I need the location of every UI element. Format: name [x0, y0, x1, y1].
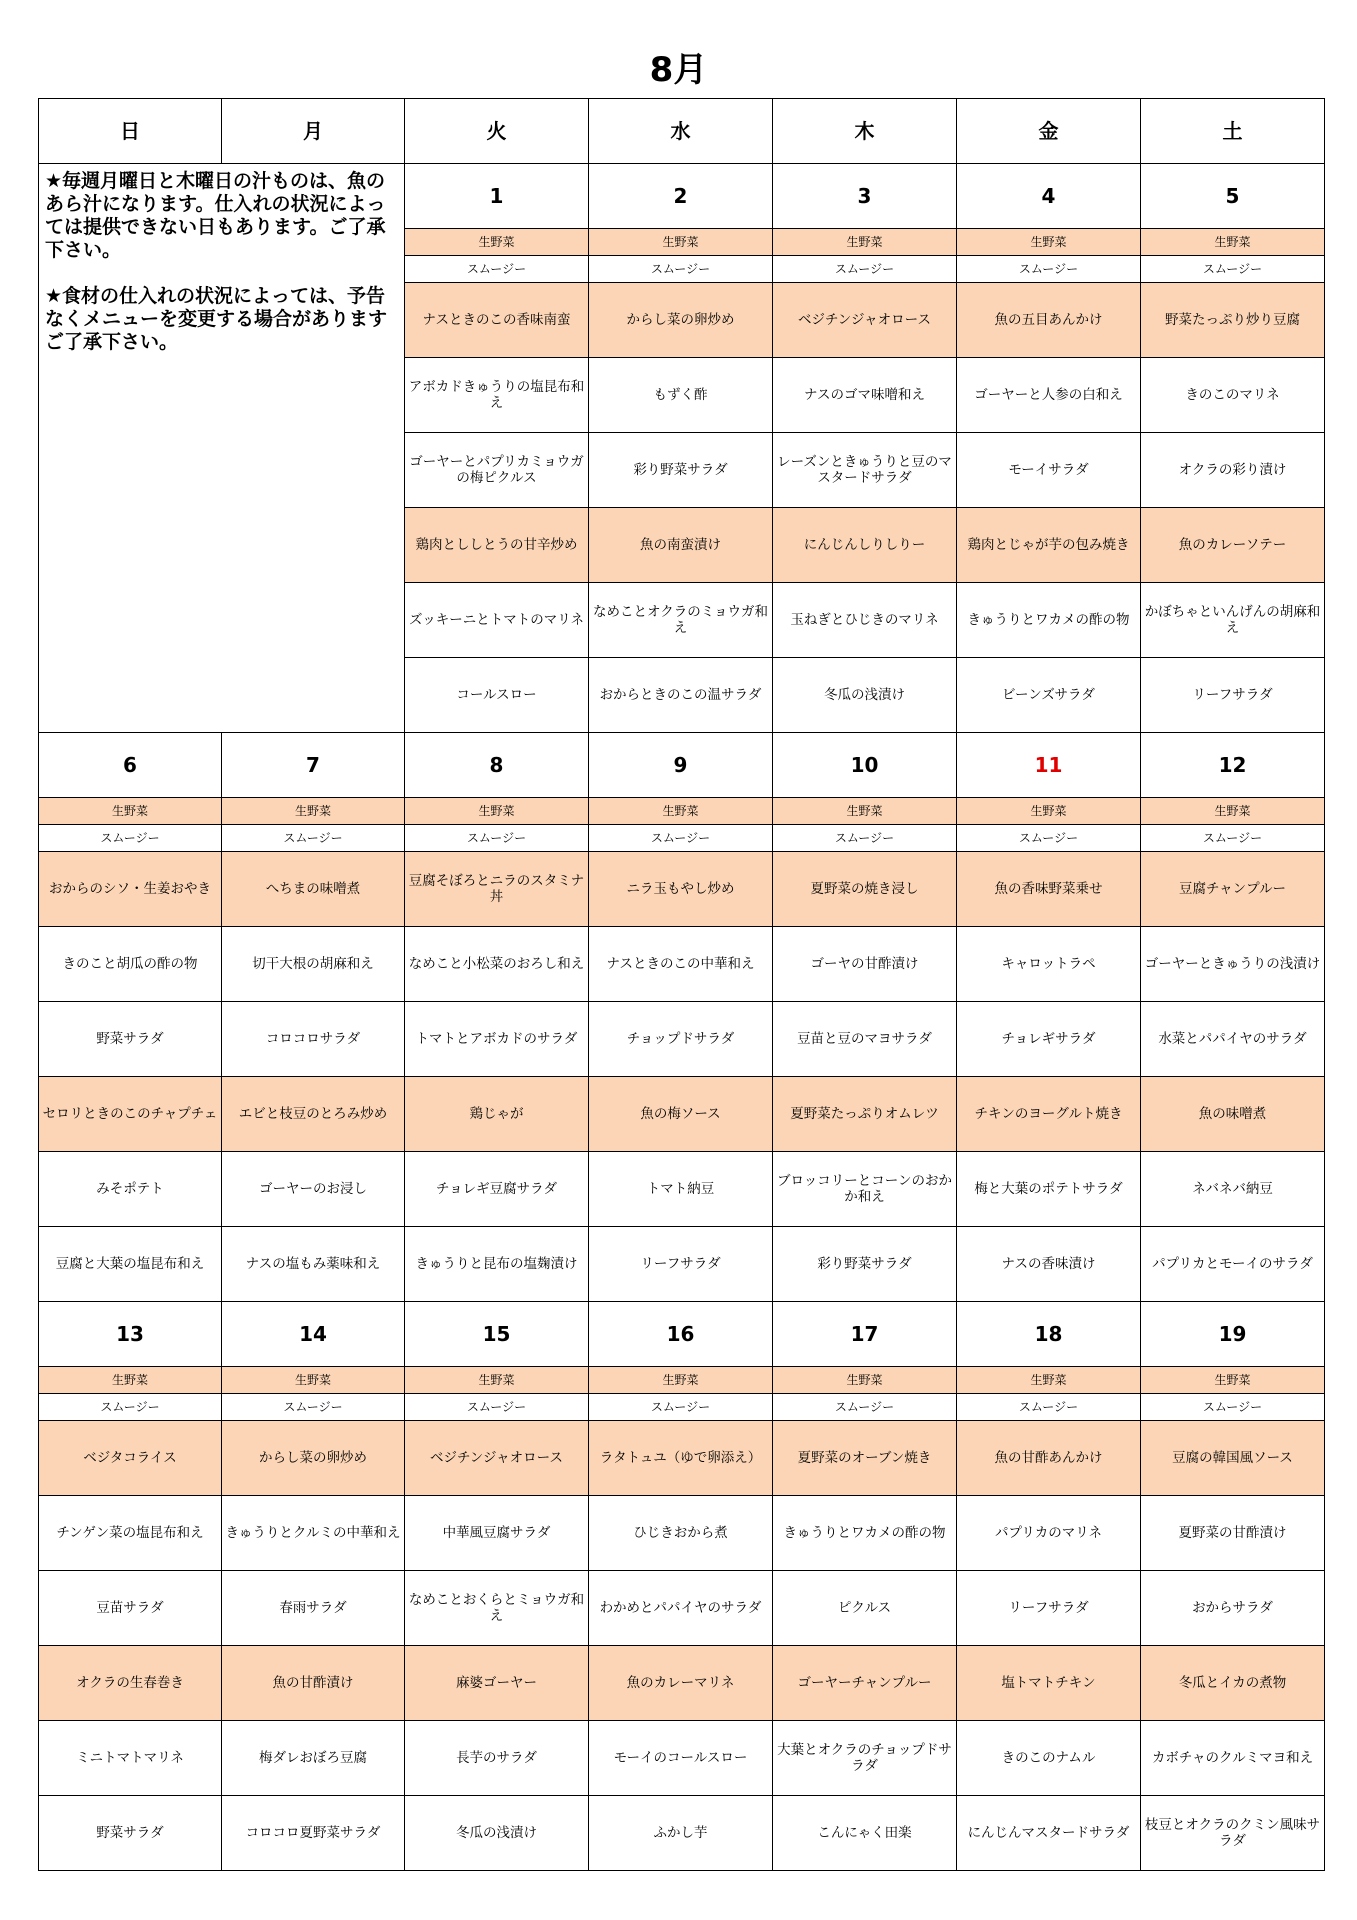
dinner-side-dish: リーフサラダ: [589, 1227, 773, 1302]
dinner-side-dish: モーイのコールスロー: [589, 1721, 773, 1796]
raw-vegetable-cell: 生野菜: [957, 1367, 1141, 1394]
day-number: 18: [957, 1302, 1141, 1367]
smoothie-cell: スムージー: [773, 256, 957, 283]
dinner-side-dish: 冬瓜の浅漬け: [773, 658, 957, 733]
lunch-side-dish: なめこと小松菜のおろし和え: [405, 927, 589, 1002]
lunch-side-dish: 彩り野菜サラダ: [589, 433, 773, 508]
dinner-side-dish: おからときのこの温サラダ: [589, 658, 773, 733]
lunch-side-dish: 切干大根の胡麻和え: [222, 927, 405, 1002]
week-3-veg-row: [39, 1367, 1325, 1394]
smoothie-cell: スムージー: [39, 1394, 222, 1421]
week-2-main-row: [39, 852, 1325, 927]
lunch-main-dish: ベジチンジャオロース: [405, 1421, 589, 1496]
day-number: 2: [589, 164, 773, 229]
lunch-main-dish: 魚の甘酢あんかけ: [957, 1421, 1141, 1496]
lunch-side-dish: コロコロサラダ: [222, 1002, 405, 1077]
lunch-main-dish: からし菜の卵炒め: [589, 283, 773, 358]
raw-vegetable-cell: 生野菜: [957, 229, 1141, 256]
lunch-main-dish: 夏野菜の焼き浸し: [773, 852, 957, 927]
smoothie-cell: スムージー: [1141, 256, 1325, 283]
lunch-side-dish: チョレギサラダ: [957, 1002, 1141, 1077]
dinner-side-dish: リーフサラダ: [1141, 658, 1325, 733]
lunch-main-dish: おからのシソ・生姜おやき: [39, 852, 222, 927]
dinner-main-dish: 魚のカレーソテー: [1141, 508, 1325, 583]
raw-vegetable-cell: 生野菜: [589, 1367, 773, 1394]
lunch-side-dish: なめことおくらとミョウガ和え: [405, 1571, 589, 1646]
smoothie-cell: スムージー: [405, 256, 589, 283]
dinner-side-dish: 玉ねぎとひじきのマリネ: [773, 583, 957, 658]
lunch-main-dish: へちまの味噌煮: [222, 852, 405, 927]
dinner-main-dish: エビと枝豆のとろみ炒め: [222, 1077, 405, 1152]
week-2-side-row: [39, 927, 1325, 1002]
smoothie-cell: スムージー: [773, 825, 957, 852]
dinner-main-dish: 鶏肉とししとうの甘辛炒め: [405, 508, 589, 583]
week-3-side-row: [39, 1571, 1325, 1646]
dinner-main-dish: 夏野菜たっぷりオムレツ: [773, 1077, 957, 1152]
note-text: ★毎週月曜日と木曜日の汁ものは、魚のあら汁になります。仕入れの状況によっては提供できない日もあります。ご了承下さい。: [45, 170, 386, 261]
dinner-side-dish: パプリカとモーイのサラダ: [1141, 1227, 1325, 1302]
lunch-side-dish: 野菜サラダ: [39, 1002, 222, 1077]
lunch-side-dish: ゴーヤーときゅうりの浅漬け: [1141, 927, 1325, 1002]
notes-box: [39, 164, 405, 733]
raw-vegetable-cell: 生野菜: [222, 798, 405, 825]
dinner-side-dish: 野菜サラダ: [39, 1796, 222, 1871]
day-number: 5: [1141, 164, 1325, 229]
lunch-side-dish: ゴーヤーとパプリカミョウガの梅ピクルス: [405, 433, 589, 508]
lunch-side-dish: 夏野菜の甘酢漬け: [1141, 1496, 1325, 1571]
lunch-side-dish: ゴーヤの甘酢漬け: [773, 927, 957, 1002]
page-title: 8月: [649, 50, 708, 90]
lunch-side-dish: モーイサラダ: [957, 433, 1141, 508]
day-number: 8: [405, 733, 589, 798]
dinner-main-dish: チキンのヨーグルト焼き: [957, 1077, 1141, 1152]
day-number: 9: [589, 733, 773, 798]
week-2-side-row: [39, 1227, 1325, 1302]
weekday-header: 日: [39, 99, 222, 164]
raw-vegetable-cell: 生野菜: [405, 1367, 589, 1394]
dinner-side-dish: 彩り野菜サラダ: [773, 1227, 957, 1302]
dinner-side-dish: ナスの香味漬け: [957, 1227, 1141, 1302]
raw-vegetable-cell: 生野菜: [1141, 798, 1325, 825]
dinner-main-dish: 魚の甘酢漬け: [222, 1646, 405, 1721]
lunch-side-dish: キャロットラペ: [957, 927, 1141, 1002]
lunch-side-dish: オクラの彩り漬け: [1141, 433, 1325, 508]
dinner-side-dish: ミニトマトマリネ: [39, 1721, 222, 1796]
dinner-side-dish: 梅と大葉のポテトサラダ: [957, 1152, 1141, 1227]
lunch-side-dish: チンゲン菜の塩昆布和え: [39, 1496, 222, 1571]
smoothie-cell: スムージー: [957, 256, 1141, 283]
lunch-side-dish: ピクルス: [773, 1571, 957, 1646]
week-1-day-row: [39, 164, 1325, 229]
lunch-main-dish: からし菜の卵炒め: [222, 1421, 405, 1496]
lunch-side-dish: 水菜とパパイヤのサラダ: [1141, 1002, 1325, 1077]
dinner-main-dish: 塩トマトチキン: [957, 1646, 1141, 1721]
menu-calendar: [38, 98, 1325, 1871]
dinner-main-dish: 魚の南蛮漬け: [589, 508, 773, 583]
raw-vegetable-cell: 生野菜: [39, 1367, 222, 1394]
weekday-header-row: [39, 99, 1325, 164]
week-2-side-row: [39, 1152, 1325, 1227]
dinner-side-dish: きゅうりと昆布の塩麹漬け: [405, 1227, 589, 1302]
day-number: 6: [39, 733, 222, 798]
lunch-side-dish: パプリカのマリネ: [957, 1496, 1141, 1571]
smoothie-cell: スムージー: [222, 825, 405, 852]
raw-vegetable-cell: 生野菜: [39, 798, 222, 825]
raw-vegetable-cell: 生野菜: [405, 798, 589, 825]
raw-vegetable-cell: 生野菜: [1141, 1367, 1325, 1394]
dinner-side-dish: ブロッコリーとコーンのおかか和え: [773, 1152, 957, 1227]
dinner-main-dish: 鶏肉とじゃが芋の包み焼き: [957, 508, 1141, 583]
smoothie-cell: スムージー: [589, 256, 773, 283]
day-number: 3: [773, 164, 957, 229]
dinner-main-dish: セロリときのこのチャプチェ: [39, 1077, 222, 1152]
dinner-side-dish: ナスの塩もみ薬味和え: [222, 1227, 405, 1302]
raw-vegetable-cell: 生野菜: [405, 229, 589, 256]
dinner-side-dish: ふかし芋: [589, 1796, 773, 1871]
raw-vegetable-cell: 生野菜: [957, 798, 1141, 825]
week-3-side-row: [39, 1721, 1325, 1796]
dinner-side-dish: みそポテト: [39, 1152, 222, 1227]
dinner-side-dish: ゴーヤーのお浸し: [222, 1152, 405, 1227]
dinner-side-dish: にんじんマスタードサラダ: [957, 1796, 1141, 1871]
lunch-side-dish: きのこのマリネ: [1141, 358, 1325, 433]
day-number: 11: [957, 733, 1141, 798]
week-3-side-row: [39, 1796, 1325, 1871]
smoothie-cell: スムージー: [589, 825, 773, 852]
day-number: 1: [405, 164, 589, 229]
day-number: 15: [405, 1302, 589, 1367]
lunch-side-dish: ゴーヤーと人参の白和え: [957, 358, 1141, 433]
note-text: ★食材の仕入れの状況によっては、予告なくメニューを変更する場合がありますご了承下さい。: [45, 285, 388, 353]
lunch-side-dish: 豆苗サラダ: [39, 1571, 222, 1646]
dinner-main-dish: ゴーヤーチャンプルー: [773, 1646, 957, 1721]
day-number: 13: [39, 1302, 222, 1367]
dinner-main-dish: 魚のカレーマリネ: [589, 1646, 773, 1721]
lunch-side-dish: リーフサラダ: [957, 1571, 1141, 1646]
lunch-side-dish: ナスのゴマ味噌和え: [773, 358, 957, 433]
dinner-main-dish: 冬瓜とイカの煮物: [1141, 1646, 1325, 1721]
smoothie-cell: スムージー: [773, 1394, 957, 1421]
day-number: 12: [1141, 733, 1325, 798]
dinner-main-dish: にんじんしりしりー: [773, 508, 957, 583]
dinner-side-dish: きゅうりとワカメの酢の物: [957, 583, 1141, 658]
smoothie-cell: スムージー: [222, 1394, 405, 1421]
dinner-main-dish: 麻婆ゴーヤー: [405, 1646, 589, 1721]
lunch-side-dish: トマトとアボカドのサラダ: [405, 1002, 589, 1077]
raw-vegetable-cell: 生野菜: [773, 1367, 957, 1394]
week-2-day-row: [39, 733, 1325, 798]
dinner-main-dish: 魚の味噌煮: [1141, 1077, 1325, 1152]
lunch-main-dish: 豆腐そぼろとニラのスタミナ丼: [405, 852, 589, 927]
lunch-main-dish: 豆腐チャンプルー: [1141, 852, 1325, 927]
lunch-side-dish: 春雨サラダ: [222, 1571, 405, 1646]
lunch-main-dish: ベジチンジャオロース: [773, 283, 957, 358]
dinner-side-dish: 冬瓜の浅漬け: [405, 1796, 589, 1871]
week-2-veg-row: [39, 798, 1325, 825]
dinner-main-dish: オクラの生春巻き: [39, 1646, 222, 1721]
lunch-main-dish: ラタトュユ（ゆで卵添え）: [589, 1421, 773, 1496]
dinner-main-dish: 魚の梅ソース: [589, 1077, 773, 1152]
lunch-main-dish: 野菜たっぷり炒り豆腐: [1141, 283, 1325, 358]
raw-vegetable-cell: 生野菜: [589, 229, 773, 256]
dinner-side-dish: ズッキーニとトマトのマリネ: [405, 583, 589, 658]
week-3-day-row: [39, 1302, 1325, 1367]
dinner-side-dish: チョレギ豆腐サラダ: [405, 1152, 589, 1227]
lunch-side-dish: きのこと胡瓜の酢の物: [39, 927, 222, 1002]
lunch-main-dish: 夏野菜のオーブン焼き: [773, 1421, 957, 1496]
lunch-side-dish: チョップドサラダ: [589, 1002, 773, 1077]
raw-vegetable-cell: 生野菜: [773, 229, 957, 256]
day-number: 17: [773, 1302, 957, 1367]
lunch-main-dish: ニラ玉もやし炒め: [589, 852, 773, 927]
raw-vegetable-cell: 生野菜: [773, 798, 957, 825]
day-number: 10: [773, 733, 957, 798]
weekday-header: 土: [1141, 99, 1325, 164]
week-3-smo-row: [39, 1394, 1325, 1421]
dinner-side-dish: かぼちゃといんげんの胡麻和え: [1141, 583, 1325, 658]
week-2-main-row: [39, 1077, 1325, 1152]
weekday-header: 水: [589, 99, 773, 164]
lunch-main-dish: 魚の五目あんかけ: [957, 283, 1141, 358]
raw-vegetable-cell: 生野菜: [1141, 229, 1325, 256]
dinner-side-dish: トマト納豆: [589, 1152, 773, 1227]
dinner-side-dish: 大葉とオクラのチョップドサラダ: [773, 1721, 957, 1796]
dinner-main-dish: 鶏じゃが: [405, 1077, 589, 1152]
day-number: 19: [1141, 1302, 1325, 1367]
lunch-side-dish: レーズンときゅうりと豆のマスタードサラダ: [773, 433, 957, 508]
smoothie-cell: スムージー: [957, 1394, 1141, 1421]
smoothie-cell: スムージー: [1141, 1394, 1325, 1421]
smoothie-cell: スムージー: [405, 825, 589, 852]
raw-vegetable-cell: 生野菜: [222, 1367, 405, 1394]
smoothie-cell: スムージー: [589, 1394, 773, 1421]
dinner-side-dish: ネバネバ納豆: [1141, 1152, 1325, 1227]
dinner-side-dish: 梅ダレおぼろ豆腐: [222, 1721, 405, 1796]
weekday-header: 木: [773, 99, 957, 164]
week-2-side-row: [39, 1002, 1325, 1077]
lunch-main-dish: ナスときのこの香味南蛮: [405, 283, 589, 358]
lunch-main-dish: ベジタコライス: [39, 1421, 222, 1496]
week-2-smo-row: [39, 825, 1325, 852]
dinner-side-dish: きのこのナムル: [957, 1721, 1141, 1796]
lunch-main-dish: 魚の香味野菜乗せ: [957, 852, 1141, 927]
lunch-side-dish: 豆苗と豆のマヨサラダ: [773, 1002, 957, 1077]
dinner-side-dish: カボチャのクルミマヨ和え: [1141, 1721, 1325, 1796]
day-number: 14: [222, 1302, 405, 1367]
raw-vegetable-cell: 生野菜: [589, 798, 773, 825]
lunch-side-dish: おからサラダ: [1141, 1571, 1325, 1646]
lunch-side-dish: 中華風豆腐サラダ: [405, 1496, 589, 1571]
week-3-main-row: [39, 1421, 1325, 1496]
weekday-header: 金: [957, 99, 1141, 164]
dinner-side-dish: 長芋のサラダ: [405, 1721, 589, 1796]
day-number: 7: [222, 733, 405, 798]
lunch-side-dish: わかめとパパイヤのサラダ: [589, 1571, 773, 1646]
lunch-side-dish: アボカドきゅうりの塩昆布和え: [405, 358, 589, 433]
weekday-header: 火: [405, 99, 589, 164]
week-3-main-row: [39, 1646, 1325, 1721]
dinner-side-dish: コールスロー: [405, 658, 589, 733]
smoothie-cell: スムージー: [405, 1394, 589, 1421]
lunch-side-dish: もずく酢: [589, 358, 773, 433]
dinner-side-dish: こんにゃく田楽: [773, 1796, 957, 1871]
smoothie-cell: スムージー: [1141, 825, 1325, 852]
lunch-side-dish: きゅうりとクルミの中華和え: [222, 1496, 405, 1571]
smoothie-cell: スムージー: [957, 825, 1141, 852]
smoothie-cell: スムージー: [39, 825, 222, 852]
lunch-side-dish: ひじきおから煮: [589, 1496, 773, 1571]
lunch-side-dish: きゅうりとワカメの酢の物: [773, 1496, 957, 1571]
weekday-header: 月: [222, 99, 405, 164]
dinner-side-dish: 豆腐と大葉の塩昆布和え: [39, 1227, 222, 1302]
dinner-side-dish: 枝豆とオクラのクミン風味サラダ: [1141, 1796, 1325, 1871]
day-number: 16: [589, 1302, 773, 1367]
dinner-side-dish: ビーンズサラダ: [957, 658, 1141, 733]
lunch-main-dish: 豆腐の韓国風ソース: [1141, 1421, 1325, 1496]
dinner-side-dish: なめことオクラのミョウガ和え: [589, 583, 773, 658]
day-number: 4: [957, 164, 1141, 229]
lunch-side-dish: ナスときのこの中華和え: [589, 927, 773, 1002]
week-3-side-row: [39, 1496, 1325, 1571]
dinner-side-dish: コロコロ夏野菜サラダ: [222, 1796, 405, 1871]
